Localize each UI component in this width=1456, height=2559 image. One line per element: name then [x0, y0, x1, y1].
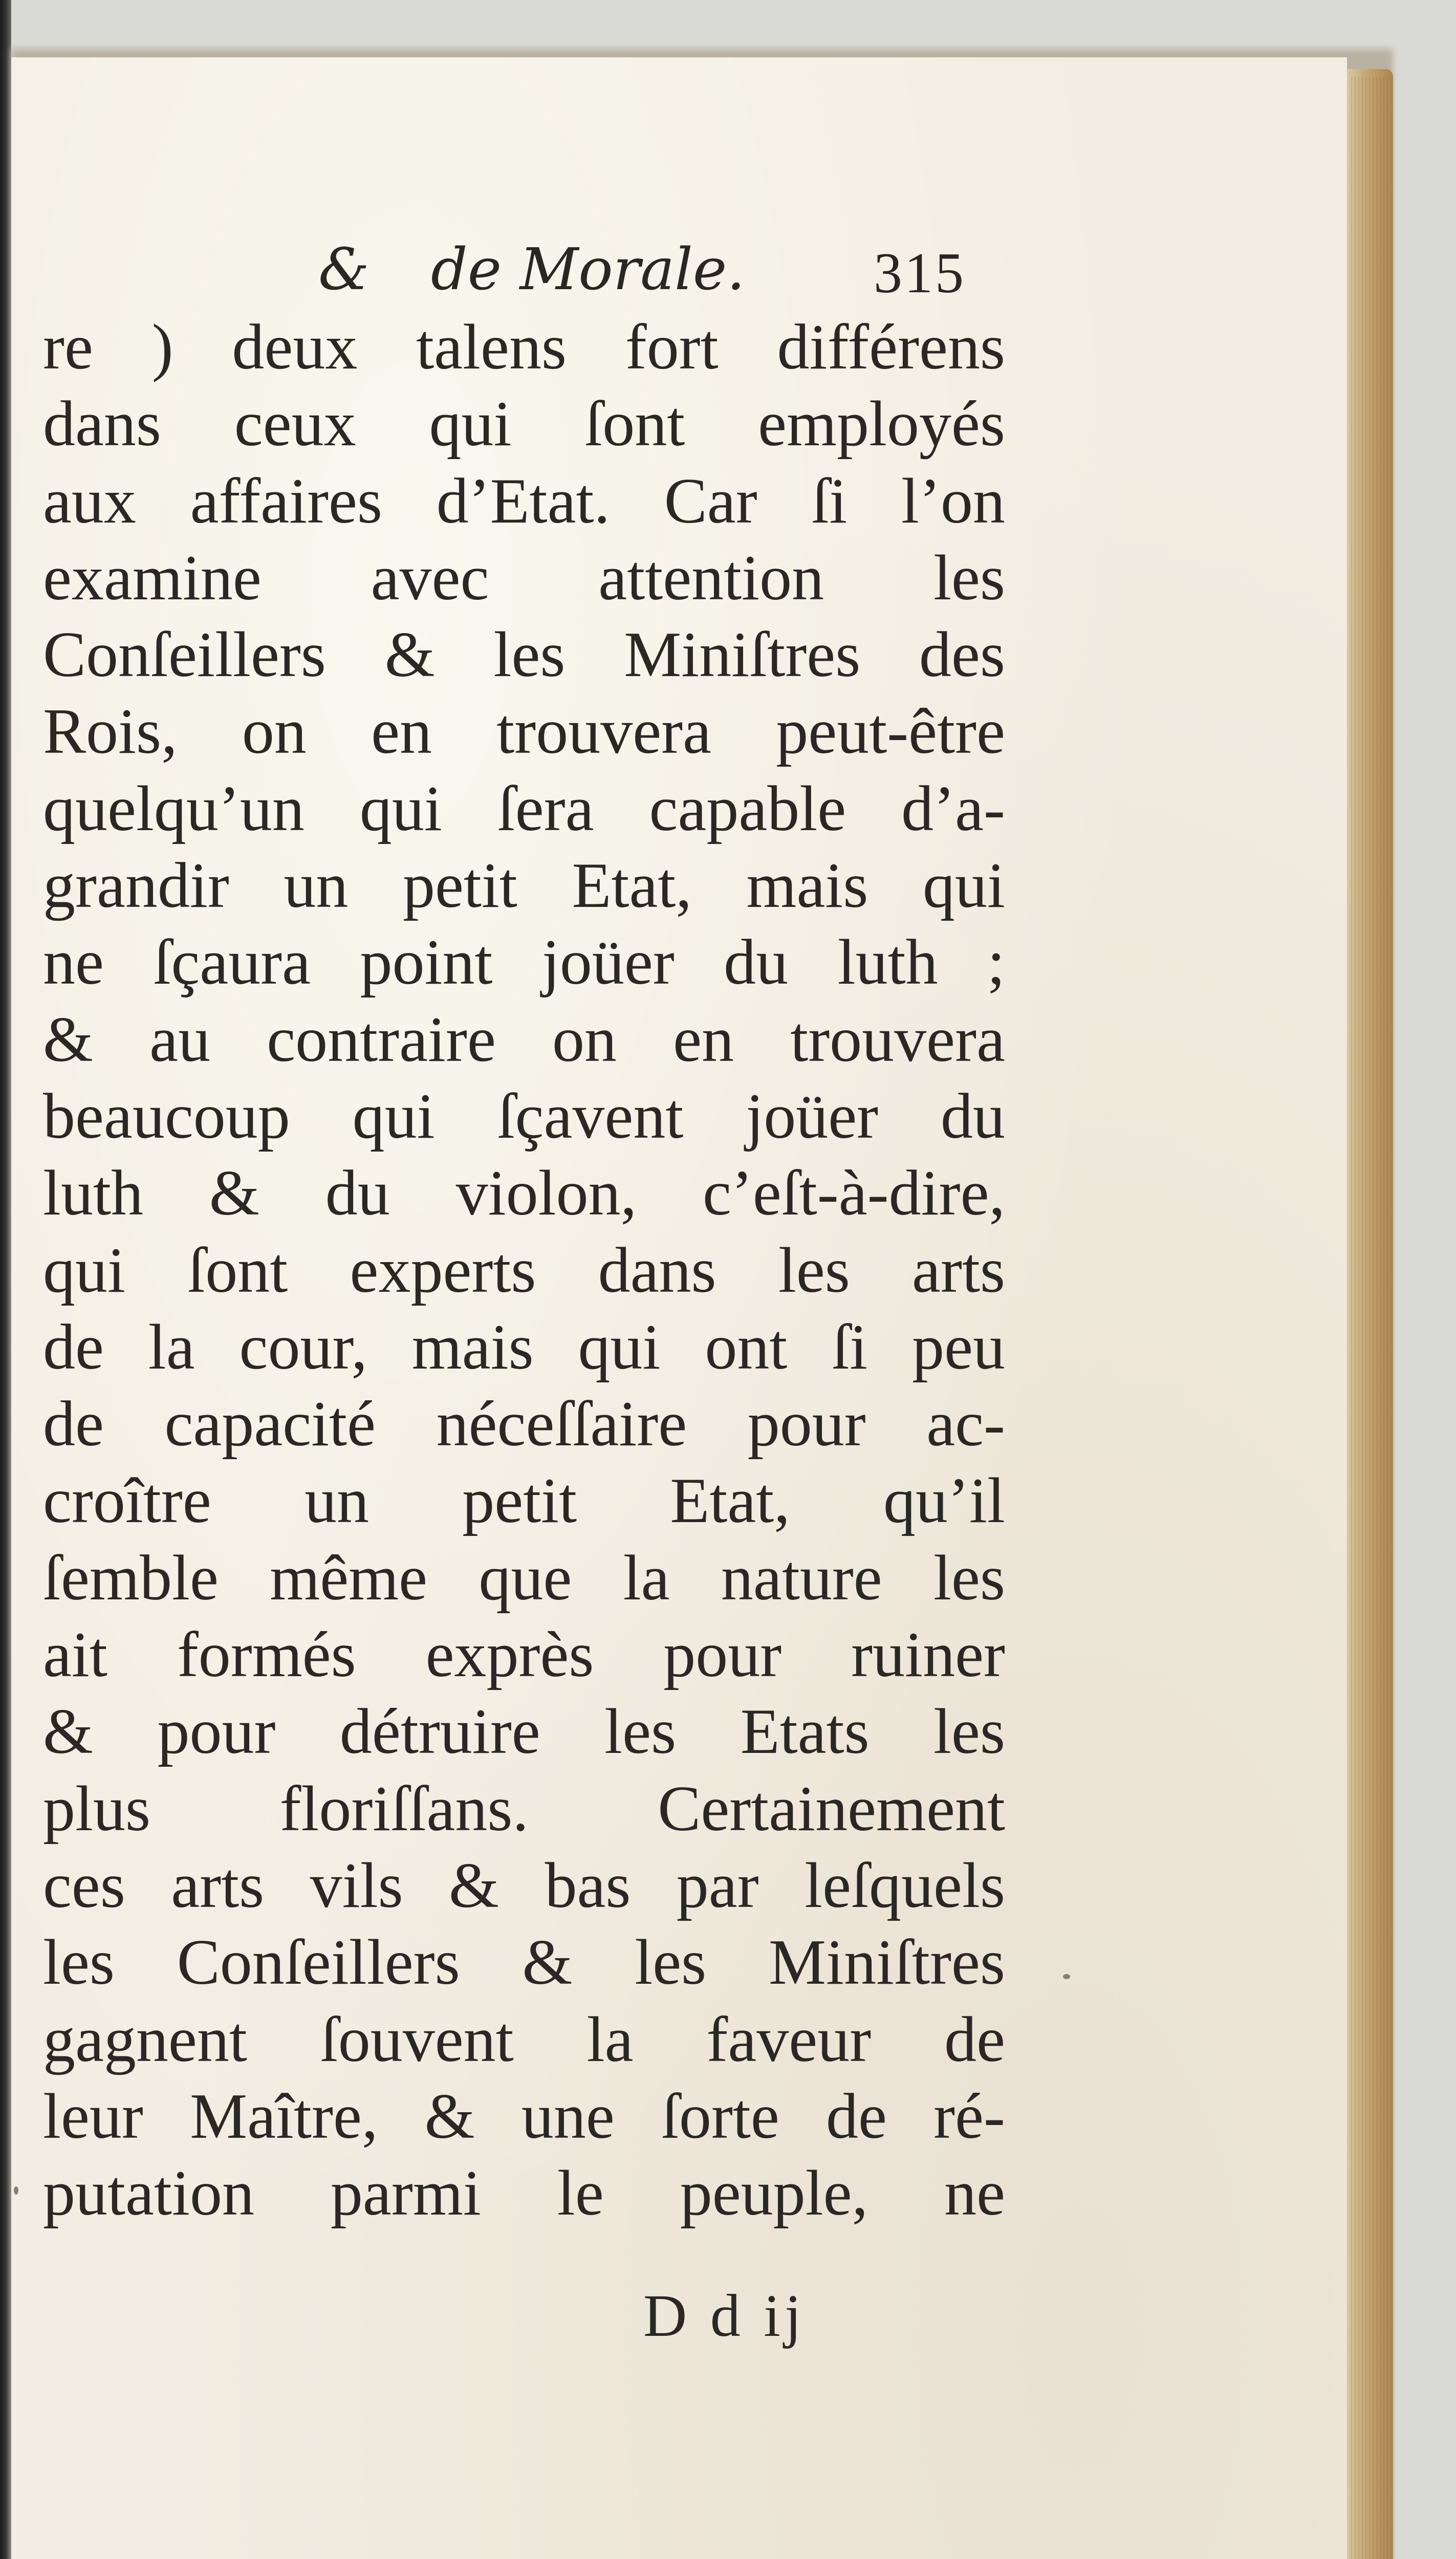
text-line: les Conſeillers & les Miniſtres	[43, 1927, 1005, 1999]
text-line: examine avec attention les	[43, 542, 1005, 614]
text-line: plus floriſſans. Certainement	[43, 1773, 1005, 1845]
text-line: grandir un petit Etat, mais qui	[43, 850, 1005, 922]
text-line: Conſeillers & les Miniſtres des	[43, 619, 1005, 691]
text-line: & pour détruire les Etats les	[43, 1696, 1005, 1768]
text-line: beaucoup qui ſçavent joüer du	[43, 1080, 1005, 1152]
text-line: de la cour, mais qui ont ſi peu	[43, 1311, 1005, 1383]
text-line: gagnent ſouvent la faveur de	[43, 2004, 1005, 2075]
text-line: ces arts vils & bas par leſquels	[43, 1850, 1005, 1921]
text-line: re ) deux talens fort différens	[43, 312, 1005, 383]
text-line: ait formés exprès pour ruiner	[43, 1619, 1005, 1691]
running-header	[298, 231, 1004, 303]
text-line: de capacité néceſſaire pour ac-	[43, 1389, 1005, 1460]
header-ornament: &	[318, 236, 370, 303]
text-line: leur Maître, & une ſorte de ré-	[43, 2080, 1005, 2152]
book-binding-edge	[0, 0, 11, 2559]
signature-mark: D d ij	[643, 2282, 806, 2349]
text-line: Rois, on en trouvera peut-être	[43, 696, 1005, 768]
text-line: luth & du violon, c’eſt-à-dire,	[43, 1158, 1005, 1229]
text-line: & au contraire on en trouvera	[43, 1004, 1005, 1075]
text-line: aux affaires d’Etat. Car ſi l’on	[43, 465, 1005, 537]
text-line: ſemble même que la nature les	[43, 1542, 1005, 1614]
paper-speck	[1063, 1974, 1070, 1979]
running-title: de Morale.	[431, 236, 745, 303]
text-line: quelqu’un qui ſera capable d’a-	[43, 773, 1005, 844]
text-line: qui ſont experts dans les arts	[43, 1234, 1005, 1306]
paper-speck	[14, 2186, 18, 2195]
text-line: croître un petit Etat, qu’il	[43, 1465, 1005, 1537]
page-fore-edge-texture	[1351, 77, 1389, 2559]
page-number: 315	[874, 242, 966, 305]
text-line: ne ſçaura point joüer du luth ;	[43, 927, 1005, 999]
body-text	[43, 309, 1005, 2232]
text-line: dans ceux qui ſont employés	[43, 388, 1005, 460]
book-page	[11, 57, 1347, 2559]
text-line: putation parmi le peuple, ne	[43, 2158, 1005, 2229]
